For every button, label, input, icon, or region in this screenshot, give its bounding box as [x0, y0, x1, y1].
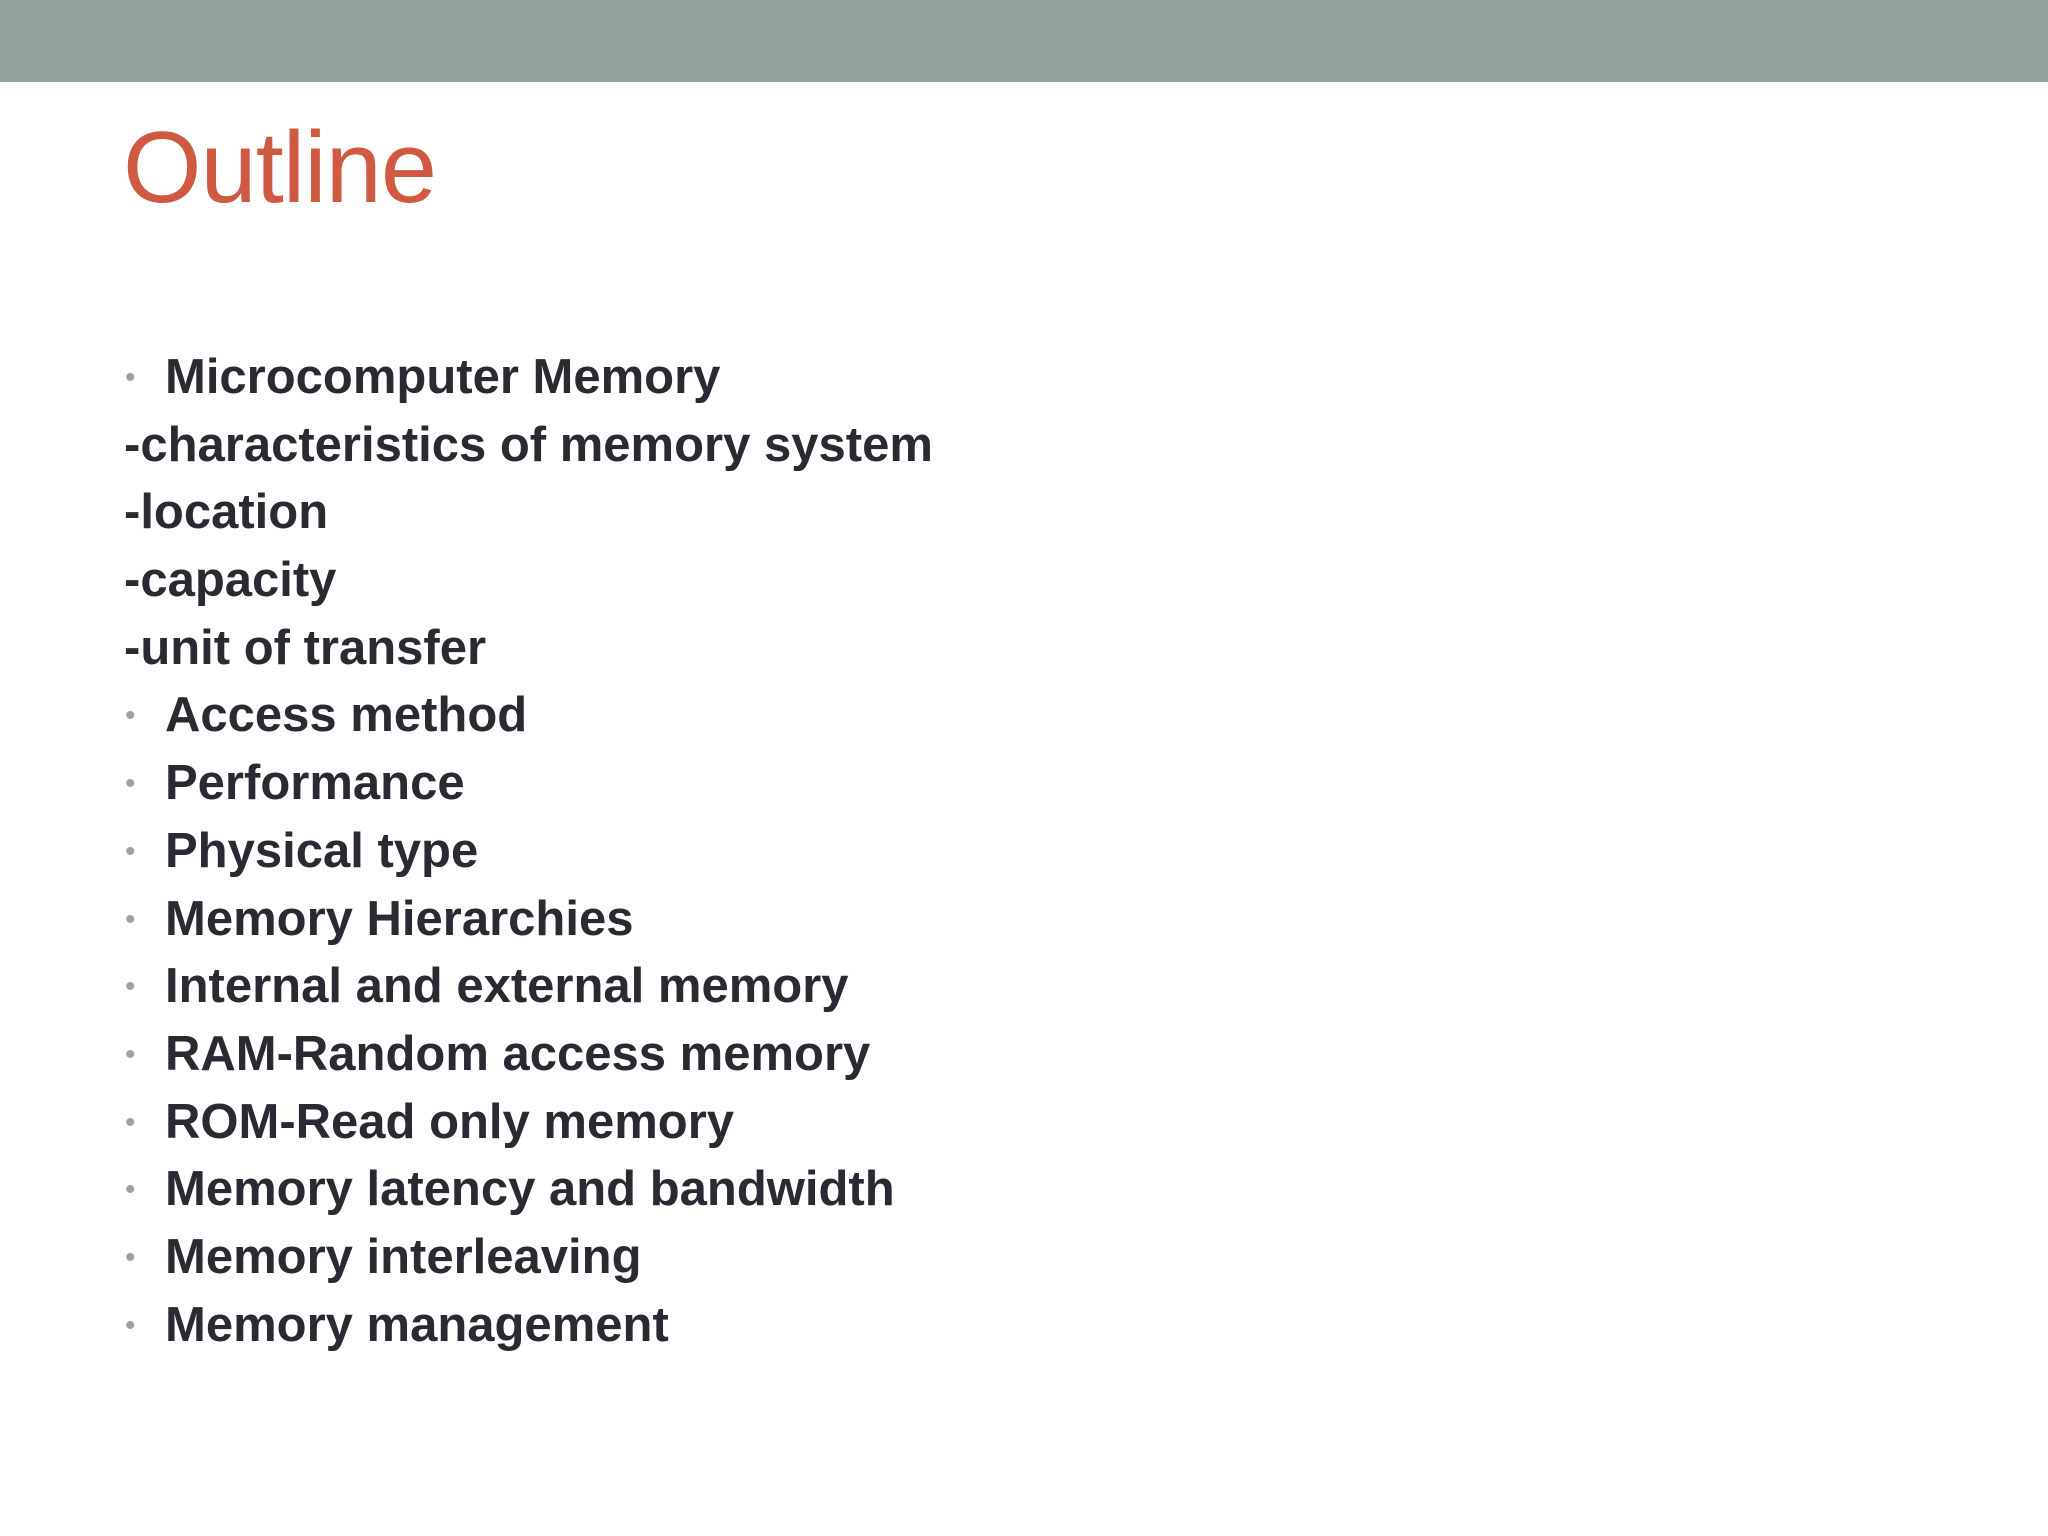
bullet-icon: • [125, 1173, 136, 1207]
item-text: Access method [165, 688, 528, 743]
item-text: -capacity [124, 553, 337, 608]
bullet-item [124, 750, 933, 818]
item-text: Physical type [165, 823, 479, 878]
bullet-icon: • [125, 699, 136, 733]
sub-item [124, 479, 933, 547]
bullet-icon: • [125, 1037, 136, 1071]
top-band [0, 0, 2048, 82]
sub-item [124, 547, 933, 615]
item-text: RAM-Random access memory [165, 1026, 871, 1081]
outline-list [124, 344, 933, 1359]
bullet-icon: • [125, 1105, 136, 1139]
sub-item [124, 412, 933, 480]
item-text: Memory latency and bandwidth [165, 1162, 895, 1217]
bullet-item [124, 953, 933, 1021]
item-text: -location [124, 485, 329, 540]
item-text: Microcomputer Memory [165, 350, 721, 404]
bullet-item [124, 1224, 933, 1292]
bullet-item [124, 886, 933, 954]
bullet-icon: • [125, 902, 136, 936]
bullet-icon: • [125, 361, 136, 394]
bullet-item [124, 818, 933, 886]
bullet-item [124, 1292, 933, 1360]
bullet-icon: • [125, 970, 136, 1004]
item-text: Memory management [165, 1297, 669, 1352]
bullet-item [124, 344, 933, 412]
item-text: -characteristics of memory system [124, 417, 933, 472]
slide-title: Outline [123, 112, 437, 224]
item-text: ROM-Read only memory [165, 1094, 735, 1149]
sub-item [124, 615, 933, 683]
item-text: Internal and external memory [165, 959, 849, 1014]
item-text: Memory Hierarchies [165, 891, 634, 946]
bullet-item [124, 1089, 933, 1157]
bullet-item [124, 1021, 933, 1089]
item-text: Performance [165, 756, 465, 811]
bullet-icon: • [125, 767, 136, 801]
bullet-icon: • [125, 1240, 136, 1274]
bullet-item [124, 1156, 933, 1224]
bullet-icon: • [125, 1308, 136, 1342]
item-text: -unit of transfer [124, 620, 487, 675]
bullet-icon: • [125, 834, 136, 868]
item-text: Memory interleaving [165, 1229, 642, 1284]
bullet-item [124, 682, 933, 750]
